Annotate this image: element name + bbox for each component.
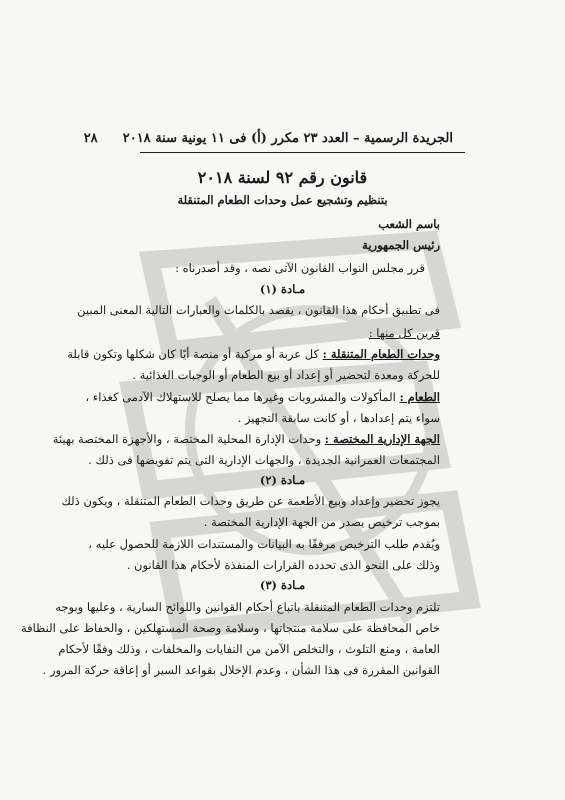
page-header (84, 131, 453, 146)
definition-food (86, 390, 440, 404)
article-3-line-3: العامة ، ومنع التلوث ، والتخلص الآمن من النفايات والمخلفات ، وذلك وفقًا لأحكام (58, 642, 440, 656)
definition-food-units (67, 347, 440, 361)
definition-authority (53, 432, 440, 446)
article-3-heading: مـادة (٣) (259, 578, 306, 592)
article-3-line-2: خاص المحافظة على سلامة منتجاتها ، وسلامة وصحة المستهلكين ، والحفاظ على النظافة (21, 621, 440, 635)
header-text: الجريدة الرسمية – العدد ٢٣ مكرر (أ) فى ١١ يونية سنة ٢٠١٨ (122, 131, 453, 146)
article-2-line-2: بموجب ترخيص يصدر من الجهة الإدارية المختصة . (203, 515, 440, 529)
definition-text: وحدات الإدارة المحلية المختصة ، والأجهزة المختصة بهيئة (52, 432, 322, 446)
preamble-line-1: باسم الشعب (378, 217, 440, 231)
law-title: قانون رقم ٩٢ لسنة ٢٠١٨ (197, 168, 368, 187)
page-number: ٢٨ (83, 131, 98, 146)
preamble-line-2: رئيس الجمهورية (362, 238, 440, 252)
definition-term: الطعام : (399, 390, 440, 404)
article-2-heading: مـادة (٢) (259, 473, 306, 487)
law-subtitle: بتنظيم وتشجيع عمل وحدات الطعام المتنقلة (177, 193, 388, 207)
article-1-heading: مـادة (١) (259, 282, 306, 296)
article-3-line-4: القوانين المقررة فى هذا الشأن ، وعدم الإخلال بقواعد السير أو إعاقة حركة المرور . (42, 663, 440, 677)
article-2-line-3: ويُقدم طلب الترخيص مرفقًا به البيانات والمستندات اللازمة للحصول عليه ، (88, 537, 440, 551)
article-2-line-1: يجوز تحضير وإعداد وبيع الأطعمة عن طريق وحدات الطعام المتنقلة ، ويكون ذلك (61, 494, 440, 508)
article-1-line-2: قرين كل منها : (368, 326, 440, 340)
definition-term: الجهة الإدارية المختصة : (324, 432, 440, 446)
definition-text: كل عربة أو مركبة أو منصة أيًا كان شكلها وتكون قابلة (67, 347, 319, 361)
article-3-line-1: تلتزم وحدات الطعام المتنقلة باتباع أحكام القوانين واللوائح السارية ، وعليها وبوجه (55, 600, 440, 614)
article-1-line-1: فى تطبيق أحكام هذا القانون ، يقصد بالكلمات والعبارات التالية المعنى المبين (77, 303, 440, 317)
definition-authority-cont: المجتمعات العمرانية الجديدة ، والجهات الإدارية التى يتم تفويضها فى ذلك . (88, 453, 440, 467)
preamble-line-3: قرر مجلس النواب القانون الآتى نصه ، وقد أصدرناه : (175, 261, 425, 275)
definition-food-units-cont: للحركة ومعدة لتحضير أو إعداد أو بيع الطعام أو الوجبات الغذائية . (132, 368, 440, 382)
header-rule (140, 152, 465, 153)
definition-term: وحدات الطعام المتنقلة : (322, 347, 440, 361)
definition-food-cont: سواء يتم إعدادها ، أو كانت سابقة التجهيز . (237, 411, 440, 425)
definition-text: المأكولات والمشروبات وغيرها مما يصلح للاستهلاك الآدمى كغذاء ، (85, 390, 396, 404)
article-2-line-4: وذلك على النحو الذى تحدده القرارات المنفذة لأحكام هذا القانون . (126, 558, 440, 572)
